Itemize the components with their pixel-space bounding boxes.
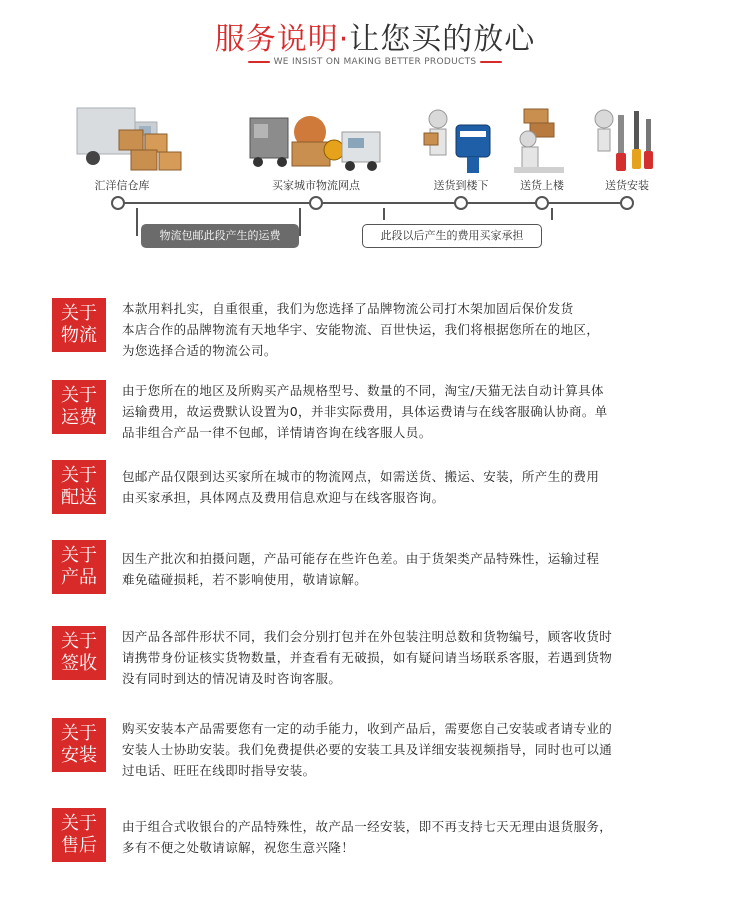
subtitle-text: WE INSIST ON MAKING BETTER PRODUCTS — [273, 57, 477, 67]
timeline-node — [309, 196, 323, 210]
step-label-install: 送货安装 — [605, 179, 649, 192]
step-label-upstairs: 送货上楼 — [520, 179, 564, 192]
logistics-vehicles-icon — [248, 110, 383, 175]
section-text: 由于组合式收银台的产品特殊性，故产品一经安装，即不再支持七天无理由退货服务， 多有不便之处敬请谅解，祝您生意兴隆！ — [122, 819, 613, 855]
step-label-downstairs: 送货到楼下 — [433, 179, 489, 192]
section-text: 包邮产品仅限到达买家所在城市的物流网点，如需送货、搬运、安装，所产生的费用 由买家承担，具体网点及费用信息欢迎与在线客服咨询。 — [122, 469, 600, 505]
section-badge: 关于 产品 — [52, 540, 106, 594]
section-text: 购买安装本产品需要您有一定的动手能力，收到产品后，需要您自己安装或者请专业的 安装人士协助安装。我们免费提供必要的安装工具及详细安装视频指导，同时也可以通 过电话、旺旺在线即时指导安装。 — [122, 721, 613, 778]
section-badge: 关于 安装 — [52, 718, 106, 772]
warehouse-truck-icon — [75, 100, 185, 175]
mailbox-delivery-icon — [420, 105, 498, 177]
bracket-right-tick — [551, 208, 553, 220]
carry-boxes-icon — [510, 105, 568, 177]
section-badge: 关于 售后 — [52, 808, 106, 862]
section-text: 由于您所在的地区及所购买产品规格型号、数量的不同，淘宝/天猫无法自动计算具体 运输费用，故运费默认设置为0，并非实际费用，具体运费请与在线客服确认协商。单 品非组合产品一律不包邮，详情请咨询在线客服人员。 — [122, 383, 608, 440]
timeline-node — [111, 196, 125, 210]
section-text: 本款用料扎实，自重很重，我们为您选择了品牌物流公司打木架加固后保价发货 本店合作的品牌物流有天地华宇、安能物流、百世快运，我们将根据您所在的地区， 为您选择合适的物流公司。 — [122, 301, 600, 358]
step-label-city-depot: 买家城市物流网点 — [272, 179, 360, 192]
title-red-part: 服务说明 — [214, 22, 339, 57]
title-dot: · — [338, 22, 350, 57]
subtitle-right-ornament — [480, 61, 502, 63]
section-badge: 关于 配送 — [52, 460, 106, 514]
timeline-node — [620, 196, 634, 210]
bracket-right-tick — [383, 208, 385, 220]
page-subtitle — [0, 55, 750, 69]
section-text: 因生产批次和拍摄问题，产品可能存在些许色差。由于货架类产品特殊性，运输过程 难免磕碰损耗，若不影响使用，敬请谅解。 — [122, 551, 600, 587]
page-title — [0, 20, 750, 60]
subtitle-left-ornament — [248, 61, 270, 63]
section-badge: 关于 物流 — [52, 298, 106, 352]
bracket-left-tick — [299, 208, 301, 236]
tools-install-icon — [590, 105, 660, 177]
title-dark-part: 让您买的放心 — [349, 22, 536, 57]
buyer-note-pill: 此段以后产生的费用买家承担 — [362, 224, 542, 248]
section-text: 因产品各部件形状不同，我们会分别打包并在外包装注明总数和货物编号，顾客收货时 请携带身份证核实货物数量，并查看有无破损，如有疑问请当场联系客服，若遇到货物 没有同时到达的情况请及时咨询客服。 — [122, 629, 613, 686]
section-badge: 关于 签收 — [52, 626, 106, 680]
logistics-note-pill: 物流包邮此段产生的运费 — [141, 224, 299, 248]
timeline-node — [454, 196, 468, 210]
step-label-warehouse: 汇洋信仓库 — [94, 179, 150, 192]
timeline-line — [118, 202, 628, 204]
section-badge: 关于 运费 — [52, 380, 106, 434]
bracket-left-tick — [136, 208, 138, 236]
timeline-node — [535, 196, 549, 210]
